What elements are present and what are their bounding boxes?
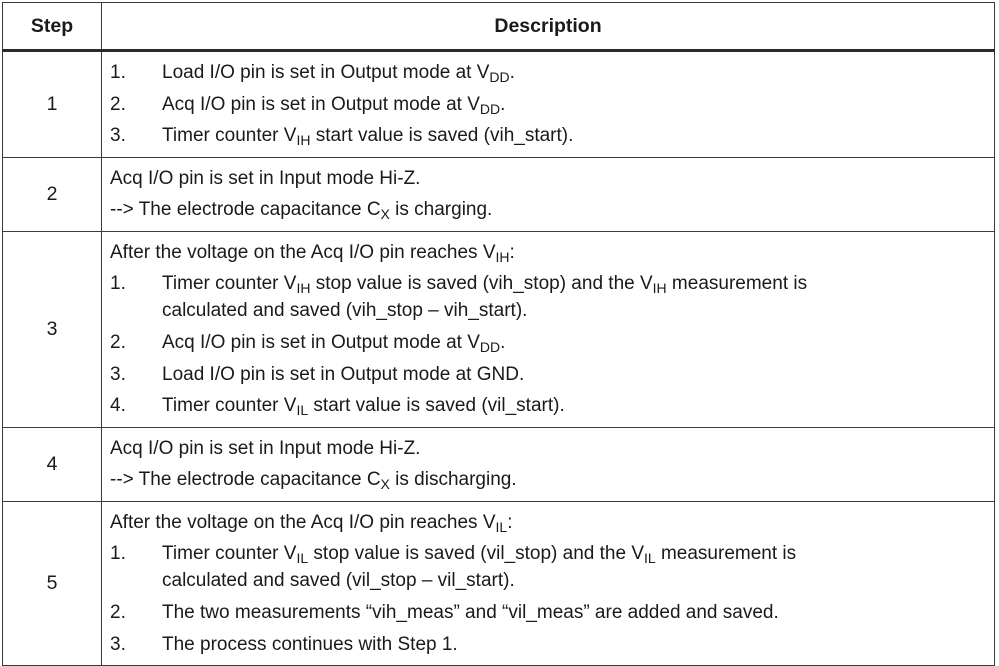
subscript: X bbox=[380, 476, 390, 492]
intro-text-tail: : bbox=[507, 511, 513, 533]
step-description bbox=[102, 231, 995, 427]
subscript: DD bbox=[489, 69, 510, 85]
item-text: Timer counter V bbox=[162, 273, 297, 294]
subscript: IH bbox=[296, 280, 311, 296]
step-description bbox=[102, 51, 995, 158]
step-description bbox=[102, 157, 995, 231]
item-text: measurement is bbox=[666, 273, 808, 294]
subscript: IH bbox=[296, 132, 311, 148]
item-number: 4. bbox=[110, 395, 126, 416]
table-row bbox=[3, 51, 995, 158]
item-text-tail: . bbox=[500, 332, 506, 353]
item-text: The process continues with Step 1. bbox=[162, 633, 458, 655]
table-row bbox=[3, 501, 995, 666]
item-number: 3. bbox=[110, 633, 126, 655]
list-item bbox=[110, 120, 986, 152]
description-line: Acq I/O pin is set in Input mode Hi-Z. bbox=[110, 437, 421, 459]
description-intro bbox=[110, 237, 986, 269]
description-line: Acq I/O pin is set in Input mode Hi-Z. bbox=[110, 167, 421, 189]
description-line bbox=[110, 194, 986, 226]
item-number: 3. bbox=[110, 363, 126, 385]
item-text: The two measurements “vih_meas” and “vil_meas” are added and saved. bbox=[162, 602, 779, 623]
item-number: 3. bbox=[110, 125, 126, 146]
item-number: 2. bbox=[110, 93, 126, 115]
subscript: X bbox=[380, 206, 390, 222]
step-description bbox=[102, 501, 995, 666]
item-text-tail: start value is saved (vih_start). bbox=[310, 125, 574, 146]
subscript: DD bbox=[479, 100, 501, 117]
table-row bbox=[3, 231, 995, 427]
item-number: 1. bbox=[110, 543, 126, 564]
subscript: IL bbox=[495, 518, 508, 535]
item-number: 2. bbox=[110, 332, 126, 353]
step-number: 2 bbox=[3, 157, 102, 231]
item-text-tail: . bbox=[509, 62, 515, 83]
list-item bbox=[110, 629, 986, 661]
table-row bbox=[3, 427, 995, 501]
list-item bbox=[110, 89, 986, 121]
item-text: Acq I/O pin is set in Output mode at V bbox=[162, 93, 480, 115]
list-item bbox=[110, 327, 986, 359]
item-text: Timer counter V bbox=[162, 395, 297, 416]
item-text: Timer counter V bbox=[162, 125, 297, 146]
item-text: Timer counter V bbox=[162, 543, 297, 564]
line-text-tail: is charging. bbox=[389, 199, 493, 220]
item-number: 2. bbox=[110, 602, 126, 623]
list-item bbox=[110, 390, 986, 422]
list-item bbox=[110, 540, 986, 594]
step-number: 5 bbox=[3, 501, 102, 666]
line-text: --> The electrode capacitance C bbox=[110, 199, 381, 220]
item-text: stop value is saved (vil_stop) and the V bbox=[308, 543, 644, 564]
item-text: Load I/O pin is set in Output mode at GND. bbox=[162, 363, 525, 385]
line-text-tail: is discharging. bbox=[389, 469, 517, 490]
list-item bbox=[110, 359, 986, 391]
description-line bbox=[110, 464, 986, 496]
item-number: 1. bbox=[110, 273, 126, 294]
subscript: IH bbox=[495, 248, 510, 265]
table-row bbox=[3, 157, 995, 231]
intro-text-tail: : bbox=[509, 241, 515, 263]
step-description bbox=[102, 427, 995, 501]
item-number: 1. bbox=[110, 62, 126, 83]
list-item bbox=[110, 57, 986, 89]
intro-text: After the voltage on the Acq I/O pin reaches V bbox=[110, 241, 496, 263]
item-text: stop value is saved (vih_stop) and the V bbox=[310, 273, 653, 294]
item-text-tail: start value is saved (vil_start). bbox=[308, 395, 565, 416]
item-text-tail: . bbox=[500, 93, 506, 115]
description-intro bbox=[110, 507, 986, 539]
step-number: 4 bbox=[3, 427, 102, 501]
line-text: --> The electrode capacitance C bbox=[110, 469, 381, 490]
subscript: IL bbox=[296, 550, 309, 566]
list-item bbox=[110, 597, 986, 629]
item-text: measurement is bbox=[655, 543, 797, 564]
step-number: 3 bbox=[3, 231, 102, 427]
item-text-continuation: calculated and saved (vih_stop – vih_start). bbox=[162, 300, 528, 321]
subscript: IH bbox=[652, 280, 667, 296]
item-text: Load I/O pin is set in Output mode at V bbox=[162, 62, 490, 83]
subscript: IL bbox=[296, 402, 309, 418]
step-column-header: Step bbox=[3, 3, 102, 51]
intro-text: After the voltage on the Acq I/O pin reaches V bbox=[110, 511, 496, 533]
list-item bbox=[110, 270, 986, 324]
steps-table bbox=[2, 2, 995, 666]
step-number: 1 bbox=[3, 51, 102, 158]
header-row bbox=[3, 3, 995, 51]
item-text-continuation: calculated and saved (vil_stop – vil_start). bbox=[162, 570, 515, 591]
item-text: Acq I/O pin is set in Output mode at V bbox=[162, 332, 480, 353]
subscript: DD bbox=[479, 339, 501, 355]
subscript: IL bbox=[644, 550, 656, 566]
description-column-header: Description bbox=[102, 3, 995, 51]
